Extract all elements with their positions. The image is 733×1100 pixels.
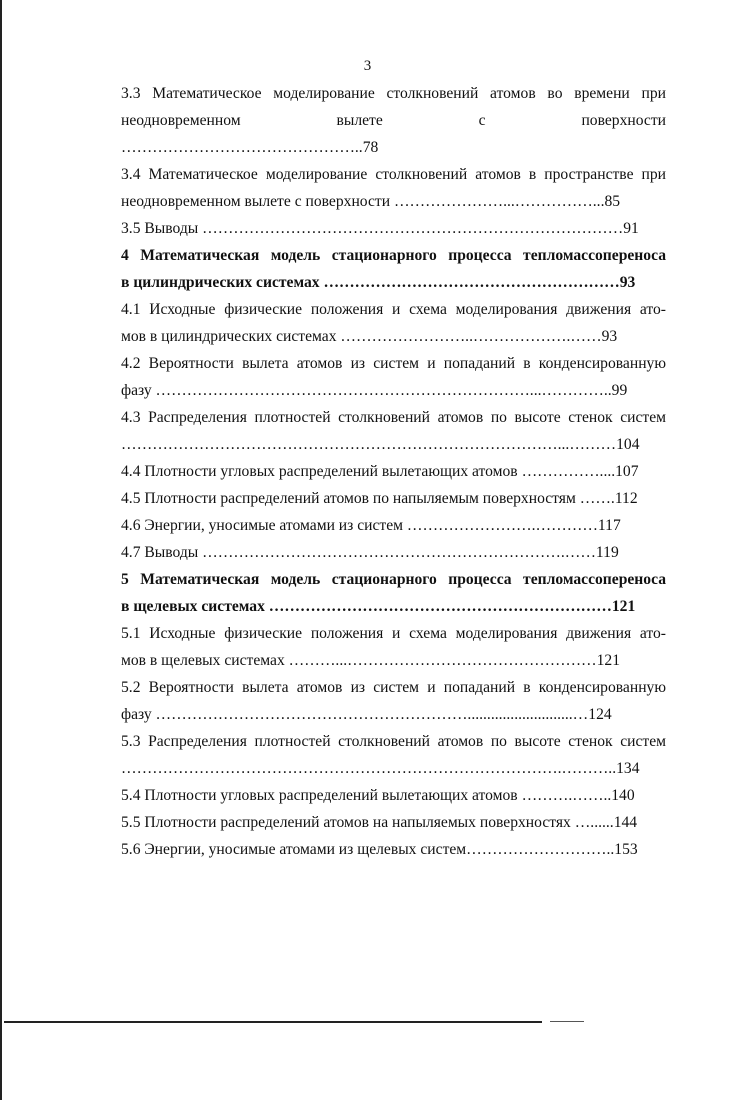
toc-line: неодновременном вылете с поверхности …………………...……………...85 (121, 193, 621, 210)
toc-line: 5.1 Исходные физические положения и схема моделирования движения ато- (121, 625, 666, 642)
toc-line: мов в цилиндрических системах ……………………..……………….……93 (121, 328, 618, 345)
toc-entry-5-1 (121, 620, 666, 674)
toc-line: в щелевых системах …………………………………………………………121 (121, 598, 636, 615)
toc-line: фазу ……………………………………………………...........................…124 (121, 706, 612, 723)
page-number: 3 (363, 58, 372, 74)
toc-entry-5-4 (121, 782, 666, 809)
toc-line: 3.5 Выводы ………………………………………………………………………91 (121, 220, 639, 237)
table-of-contents (121, 80, 666, 863)
toc-entry-4-6 (121, 512, 666, 539)
toc-line: 5.6 Энергии, уносимые атомами из щелевых систем………………………..153 (121, 841, 638, 858)
toc-line: 4.7 Выводы …………………………………………………………….……119 (121, 544, 619, 561)
toc-line: ………………………………………..78 (121, 139, 379, 156)
toc-line: 3.4 Математическое моделирование столкновений атомов в пространстве при (121, 166, 666, 183)
toc-entry-4-4 (121, 458, 666, 485)
toc-entry-4-3 (121, 404, 666, 458)
toc-line: 4.4 Плотности угловых распределений вылетающих атомов ……………....107 (121, 463, 639, 480)
toc-entry-3-4 (121, 161, 666, 215)
toc-entry-3-5 (121, 215, 666, 242)
toc-entry-3-3 (121, 80, 666, 161)
toc-entry-5-6 (121, 836, 666, 863)
toc-line: …………………………………………………………………………...………104 (121, 436, 640, 453)
toc-line: 4.5 Плотности распределений атомов по напыляемым поверхностям …….112 (121, 490, 638, 507)
toc-line: 5.5 Плотности распределений атомов на напыляемых поверхностях …......144 (121, 814, 638, 831)
bottom-rule (4, 1021, 542, 1023)
toc-entry-5-5 (121, 809, 666, 836)
bottom-rule-fragment (550, 1021, 584, 1022)
toc-line: 4 Математическая модель стационарного процесса тепломассопереноса (121, 247, 666, 264)
toc-line: неодновременном вылете с поверхности (121, 112, 666, 129)
toc-line: 4.6 Энергии, уносимые атомами из систем …………………….…………117 (121, 517, 621, 534)
toc-entry-4-7 (121, 539, 666, 566)
toc-line: 4.3 Распределения плотностей столкновений атомов по высоте стенок систем (121, 409, 666, 426)
toc-line: 5.3 Распределения плотностей столкновений атомов по высоте стенок систем (121, 733, 666, 750)
toc-line: ………………………………………………………………………….………..134 (121, 760, 640, 777)
toc-line: 5.2 Вероятности вылета атомов из систем и попаданий в конденсированную (121, 679, 666, 696)
toc-entry-5-2 (121, 674, 666, 728)
toc-line: 5 Математическая модель стационарного процесса тепломассопереноса (121, 571, 666, 588)
toc-entry-5-3 (121, 728, 666, 782)
toc-line: фазу ………………………………………………………………...…………..99 (121, 382, 628, 399)
toc-line: 5.4 Плотности угловых распределений вылетающих атомов ……….……..140 (121, 787, 635, 804)
toc-entry-4-2 (121, 350, 666, 404)
toc-line: 3.3 Математическое моделирование столкновений атомов во времени при (121, 85, 666, 102)
toc-entry-4 (121, 242, 666, 296)
toc-line: 4.2 Вероятности вылета атомов из систем и попаданий в конденсированную (121, 355, 666, 372)
toc-line: в цилиндрических системах …………………………………………………93 (121, 274, 636, 291)
toc-line: 4.1 Исходные физические положения и схема моделирования движения ато- (121, 301, 666, 318)
toc-entry-4-5 (121, 485, 666, 512)
toc-line: мов в щелевых системах ………...…………………………………………121 (121, 652, 621, 669)
toc-entry-4-1 (121, 296, 666, 350)
toc-entry-5 (121, 566, 666, 620)
